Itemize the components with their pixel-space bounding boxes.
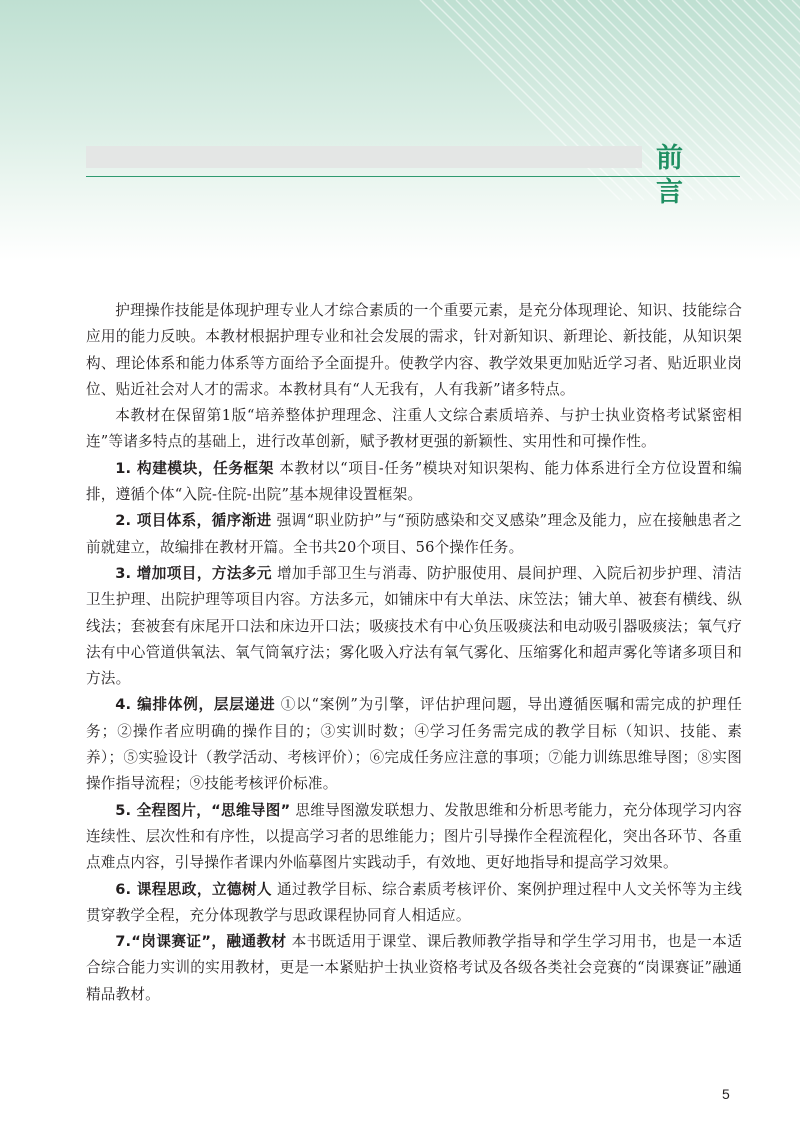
preface-body xyxy=(86,298,742,1008)
item-heading: 7.“岗课赛证”，融通教材 xyxy=(115,933,287,951)
title-bar xyxy=(86,146,642,168)
item-heading: 1. 构建模块，任务框架 xyxy=(115,459,274,477)
item-heading: 2. 项目体系，循序渐进 xyxy=(115,512,272,530)
title-rule xyxy=(86,176,740,177)
item-heading: 5. 全程图片，“思维导图” xyxy=(115,801,291,819)
second-paragraph: 本教材在保留第1版“培养整体护理理念、注重人文综合素质培养、与护士执业资格考试紧密相连”等诸多特点的基础上，进行改革创新，赋予教材更强的新颖性、实用性和可操作性。 xyxy=(86,407,742,451)
list-item xyxy=(86,929,742,1008)
list-item xyxy=(86,456,742,509)
list-item xyxy=(86,508,742,561)
item-heading: 3. 增加项目，方法多元 xyxy=(115,564,272,582)
item-text: 强调“职业防护”与“预防感染和交叉感染”理念及能力，应在接触患者之前就建立，故编排在教材开篇。全书共20个项目、56个操作任务。 xyxy=(86,512,743,556)
list-item xyxy=(86,798,742,877)
intro-paragraph: 护理操作技能是体现护理专业人才综合素质的一个重要元素，是充分体现理论、知识、技能综合应用的能力反映。本教材根据护理专业和社会发展的需求，针对新知识、新理论、新技能，从知识架构、理论体系和能力体系等方面给予全面提升。使教学内容、教学效果更加贴近学习者、贴近职业岗位、贴近社会对人才的需求。本教材具有“人无我有，人有我新”诸多特点。 xyxy=(86,302,742,398)
list-item xyxy=(86,561,742,692)
header-background xyxy=(0,0,800,260)
list-item xyxy=(86,692,742,797)
item-text: 本教材以“项目-任务”模块对知识架构、能力体系进行全方位设置和编排，遵循个体“入院-住院-出院”基本规律设置框架。 xyxy=(86,459,743,504)
page-number: 5 xyxy=(722,1086,730,1102)
item-text: 思维导图激发联想力、发散思维和分析思考能力，充分体现学习内容连续性、层次性和有序性，以提高学习者的思维能力；图片引导操作全程流程化，突出各环节、各重点难点内容，引导操作者课内外临摹图片实践动手，有效地、更好地指导和提高学习效果。 xyxy=(86,801,742,872)
diagonal-stripes-decoration xyxy=(0,0,800,260)
item-heading: 4. 编排体例，层层递进 xyxy=(115,696,276,714)
page-title: 前 言 xyxy=(656,143,693,208)
item-text: 本书既适用于课堂、课后教师教学指导和学生学习用书，也是一本适合综合能力实训的实用教材，更是一本紧贴护士执业资格考试及各级各类社会竞赛的“岗课赛证”融通精品教材。 xyxy=(86,933,742,1003)
item-text: 增加手部卫生与消毒、防护服使用、晨间护理、入院后初步护理、清洁卫生护理、出院护理等项目内容。方法多元，如铺床中有大单法、床笠法；铺大单、被套有横线、纵线法；套被套有床尾开口法和床边开口法；吸痰技术有中心负压吸痰法和电动吸引器吸痰法；氧气疗法有中心管道供氧法、氧气筒氧疗法；雾化吸入疗法有氧气雾化、压缩雾化和超声雾化等诸多项目和方法。 xyxy=(86,564,743,688)
list-item xyxy=(86,877,742,930)
item-heading: 6. 课程思政，立德树人 xyxy=(115,880,272,898)
item-text: ①以“案例”为引擎，评估护理问题，导出遵循医嘱和需完成的护理任务；②操作者应明确的操作目的；③实训时数；④学习任务需完成的教学目标（知识、技能、素养）；⑤实验设计（教学活动、考核评价）；⑥完成任务应注意的事项；⑦能力训练思维导图；⑧实图操作指导流程；⑨技能考核评价标准。 xyxy=(86,696,742,793)
item-text: 通过教学目标、综合素质考核评价、案例护理过程中人文关怀等为主线贯穿教学全程，充分体现教学与思政课程协同育人相适应。 xyxy=(86,880,743,924)
